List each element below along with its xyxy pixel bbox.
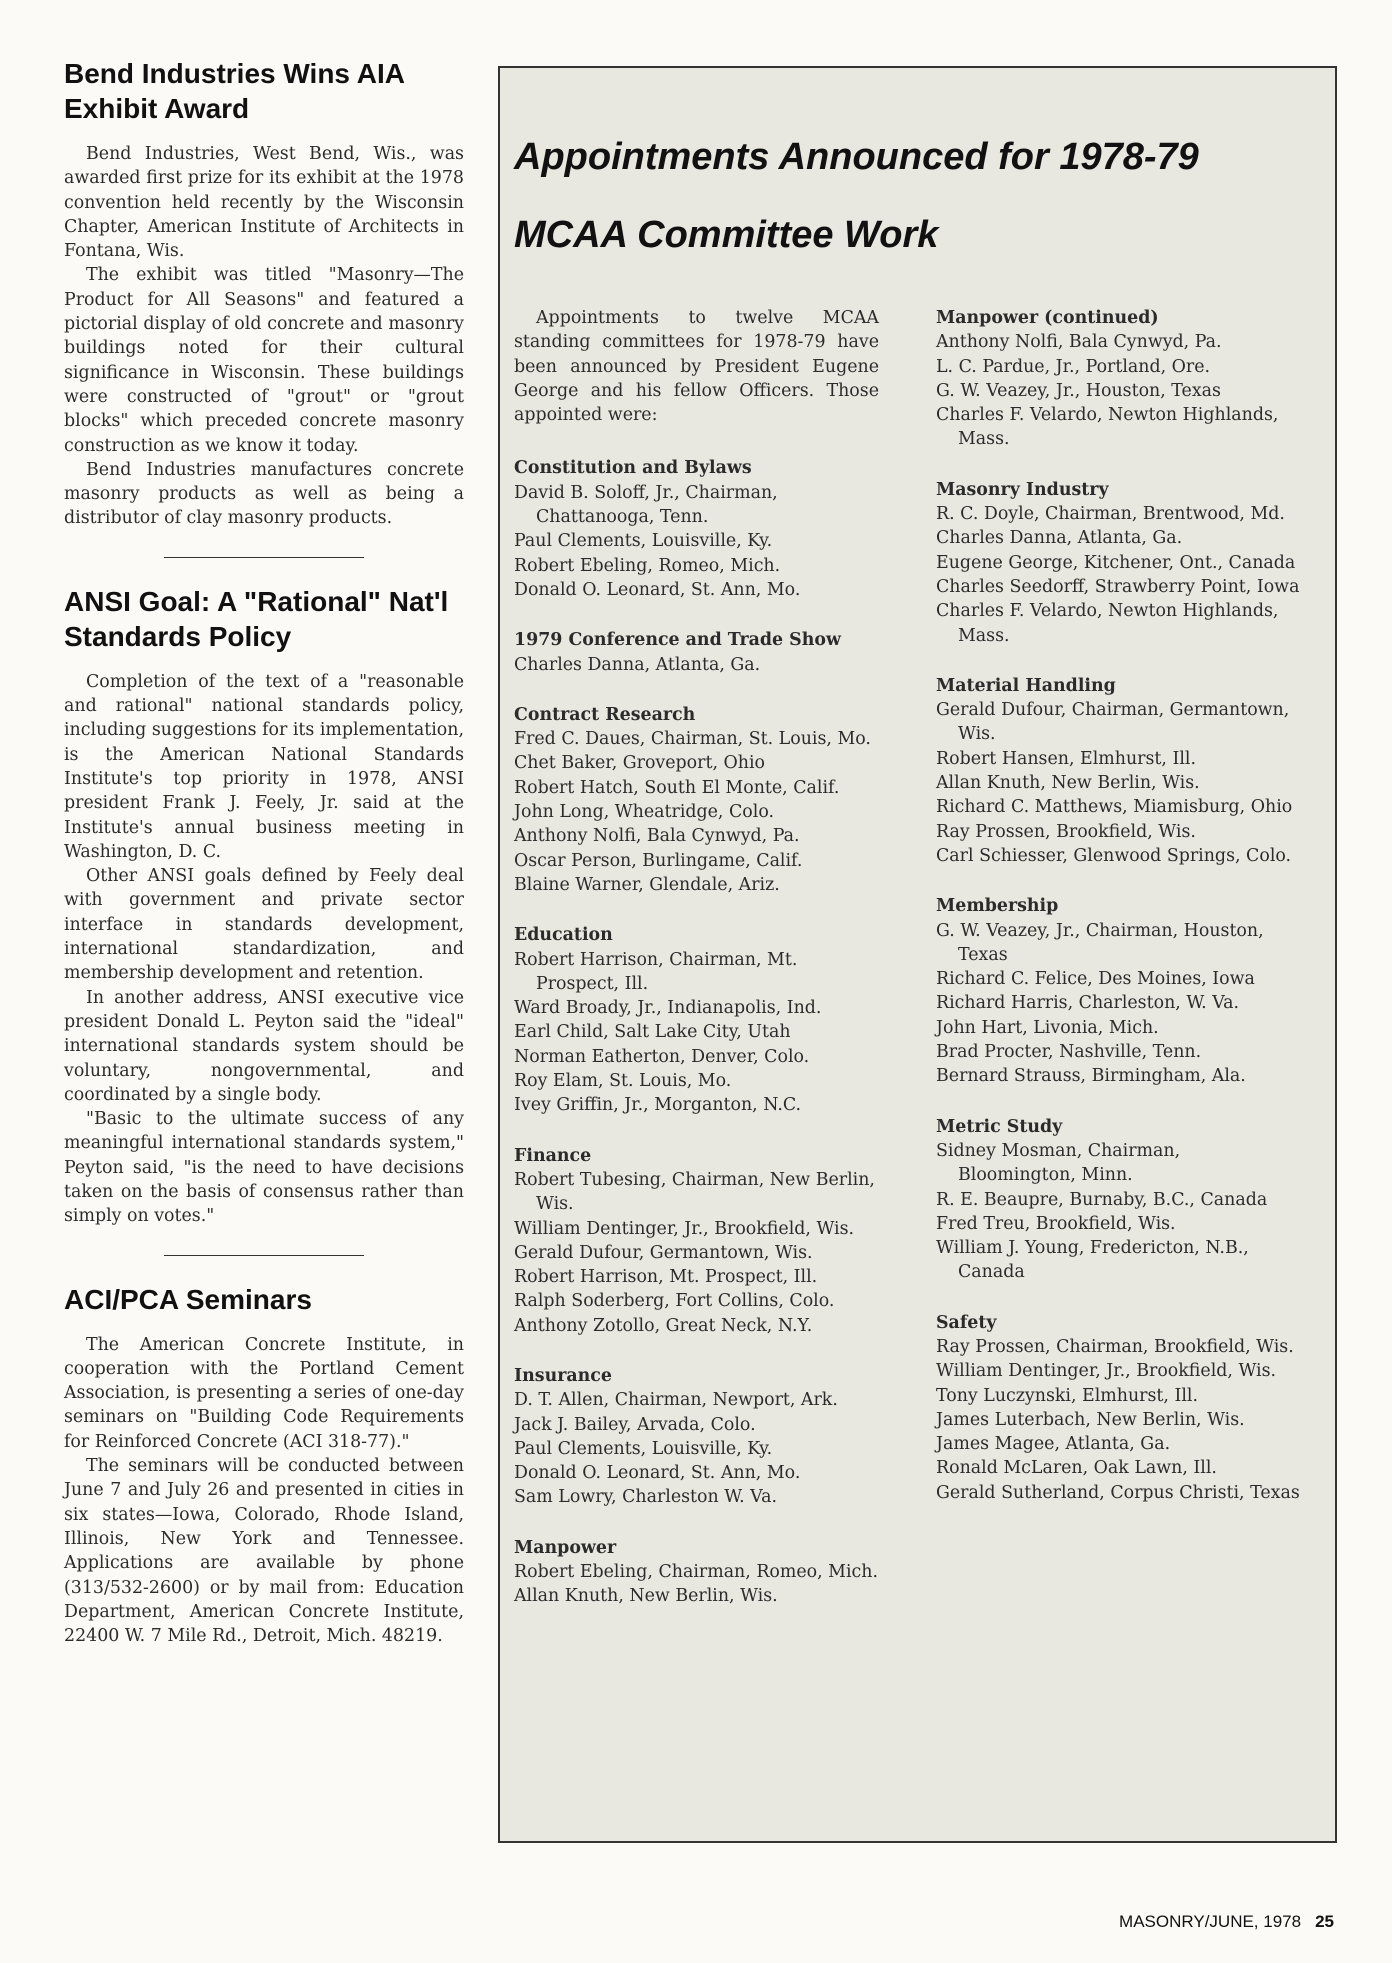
committee-member: G. W. Veazey, Jr., Chairman, Houston, Texas [936, 920, 1264, 965]
committee-section [936, 1311, 1301, 1505]
article-headline: ANSI Goal: A "Rational" Nat'l Standards Policy [64, 585, 449, 652]
committee-member: John Long, Wheatridge, Colo. [514, 802, 775, 823]
committee-member: Richard C. Felice, Des Moines, Iowa [936, 969, 1255, 990]
committee-section [936, 478, 1301, 648]
committee-member: Charles F. Velardo, Newton Highlands, Mass. [936, 601, 1279, 646]
committee-member: Robert Harrison, Chairman, Mt. Prospect, Ill. [514, 949, 798, 994]
committee-member: R. E. Beaupre, Burnaby, B.C., Canada [936, 1189, 1268, 1210]
committee-member: William J. Young, Fredericton, N.B., Canada [936, 1238, 1249, 1283]
article-divider [164, 1255, 364, 1256]
committee-section [514, 456, 879, 602]
committee-member: Paul Clements, Louisville, Ky. [514, 1438, 773, 1459]
committee-member: Roy Elam, St. Louis, Mo. [514, 1071, 732, 1092]
committee-member: Ray Prossen, Brookfield, Wis. [936, 821, 1196, 842]
committee-member: Oscar Person, Burlingame, Calif. [514, 850, 803, 871]
article-divider [164, 557, 364, 558]
committee-member: Blaine Warner, Glendale, Ariz. [514, 874, 780, 895]
committee-member: Fred Treu, Brookfield, Wis. [936, 1213, 1176, 1234]
committee-section [514, 1144, 879, 1338]
box-title-line-1: Appointments Announced for 1978-79 [514, 136, 1199, 178]
committee-name: Constitution and Bylaws [514, 458, 752, 479]
committee-section [514, 628, 879, 677]
committee-member: Robert Hansen, Elmhurst, Ill. [936, 748, 1196, 769]
committee-member: Donald O. Leonard, St. Ann, Mo. [514, 579, 801, 600]
article-paragraph: The American Concrete Institute, in cooperation with the Portland Cement Association, is presenting a series of one-day seminars on "Building Code Requirements for Reinforced Concrete (ACI 318-77)." [64, 1334, 464, 1452]
committee-member: James Luterbach, New Berlin, Wis. [936, 1409, 1245, 1430]
left-column [64, 56, 464, 1674]
committee-member: Charles Danna, Atlanta, Ga. [936, 528, 1183, 549]
committee-member: Robert Tubesing, Chairman, New Berlin, Wis. [514, 1169, 875, 1215]
committee-member: R. C. Doyle, Chairman, Brentwood, Md. [936, 504, 1285, 525]
article [64, 1282, 464, 1649]
committee-member: Sam Lowry, Charleston W. Va. [514, 1487, 777, 1508]
committee-member: G. W. Veazey, Jr., Houston, Texas [936, 380, 1221, 401]
article-paragraph: In another address, ANSI executive vice president Donald L. Peyton said the "ideal" international standards system should be voluntary, nongovernmental, and coordinated by a single body. [64, 987, 464, 1105]
article-paragraph: "Basic to the ultimate success of any meaningful international standards system," Peyton said, "is the need to have decisions taken on the basis of consensus rather than simply on votes." [64, 1109, 464, 1227]
box-title [514, 118, 1324, 274]
appointments-box [498, 66, 1337, 1843]
committee-member: William Dentinger, Jr., Brookfield, Wis. [514, 1218, 855, 1239]
committee-member: Chet Baker, Groveport, Ohio [514, 753, 765, 774]
committee-member: Robert Ebeling, Chairman, Romeo, Mich. [514, 1562, 879, 1583]
committee-member: Carl Schiesser, Glenwood Springs, Colo. [936, 845, 1292, 866]
committee-member: David B. Soloff, Jr., Chairman, Chattanooga, Tenn. [514, 482, 778, 528]
committee-name: Contract Research [514, 704, 696, 725]
committee-name: Safety [936, 1312, 997, 1333]
committee-member: Ray Prossen, Chairman, Brookfield, Wis. [936, 1336, 1294, 1357]
committee-section [936, 894, 1301, 1088]
committee-name: Membership [936, 896, 1059, 917]
committee-member: Robert Ebeling, Romeo, Mich. [514, 555, 781, 576]
committee-name: Education [514, 925, 613, 946]
publication-name: MASONRY/JUNE, 1978 [1119, 1912, 1302, 1931]
committee-section [514, 1536, 879, 1609]
committee-name: 1979 Conference and Trade Show [514, 630, 841, 651]
committee-name: Material Handling [936, 675, 1116, 696]
committee-member: Anthony Nolfi, Bala Cynwyd, Pa. [514, 826, 800, 847]
committee-section [936, 1115, 1301, 1285]
committee-member: Paul Clements, Louisville, Ky. [514, 531, 773, 552]
committee-member: Gerald Sutherland, Corpus Christi, Texas [936, 1482, 1300, 1503]
committee-member: William Dentinger, Jr., Brookfield, Wis. [936, 1361, 1277, 1382]
article-paragraph: The seminars will be conducted between June 7 and July 26 and presented in cities in six states—Iowa, Colorado, Rhode Island, Illinois, New York and Tennessee. Applications are available by phone (313/532-2600) or by mail from: Education Department, American Concrete Institute, 22400 W. 7 Mile Rd., Detroit, Mich. 48219. [64, 1456, 464, 1647]
committee-section [514, 923, 879, 1117]
committee-member: Anthony Nolfi, Bala Cynwyd, Pa. [936, 332, 1222, 353]
article-paragraph: The exhibit was titled "Masonry—The Product for All Seasons" and featured a pictorial display of old concrete and masonry buildings noted for their cultural significance in Wisconsin. These buildings were constructed of "grout" or "grout blocks" which preceded concrete masonry construction as we know it today. [64, 265, 464, 456]
committee-name: Metric Study [936, 1116, 1063, 1137]
committee-name: Manpower (continued) [936, 308, 1159, 328]
committee-name: Insurance [514, 1365, 612, 1386]
committee-member: Anthony Zotollo, Great Neck, N.Y. [514, 1315, 813, 1336]
committee-section [936, 306, 1301, 452]
committee-member: Gerald Dufour, Chairman, Germantown, Wis. [936, 700, 1290, 745]
page-footer [1119, 1912, 1334, 1932]
committee-member: Sidney Mosman, Chairman, Bloomington, Minn. [936, 1140, 1181, 1186]
committee-member: Charles Seedorff, Strawberry Point, Iowa [936, 576, 1300, 597]
committee-member: Brad Procter, Nashville, Tenn. [936, 1042, 1202, 1063]
page-number: 25 [1315, 1912, 1334, 1931]
committee-member: Robert Harrison, Mt. Prospect, Ill. [514, 1267, 818, 1288]
committee-member: Ward Broady, Jr., Indianapolis, Ind. [514, 998, 822, 1019]
committee-member: Allan Knuth, New Berlin, Wis. [936, 773, 1200, 794]
committee-member: Jack J. Bailey, Arvada, Colo. [514, 1414, 756, 1435]
committee-section [936, 674, 1301, 868]
committee-member: Richard Harris, Charleston, W. Va. [936, 993, 1240, 1014]
committee-name: Masonry Industry [936, 479, 1109, 500]
box-intro: Appointments to twelve MCAA standing committees for 1978-79 have been announced by President Eugene George and his fellow Officers. Those appointed were: [514, 308, 879, 426]
committee-member: Robert Hatch, South El Monte, Calif. [514, 777, 840, 798]
committee-member: Bernard Strauss, Birmingham, Ala. [936, 1066, 1246, 1087]
article-headline: Bend Industries Wins AIA Exhibit Award [64, 58, 404, 124]
article-paragraph: Bend Industries manufactures concrete masonry products as well as being a distributor of clay masonry products. [64, 459, 464, 529]
article-paragraph: Bend Industries, West Bend, Wis., was awarded first prize for its exhibit at the 1978 convention held recently by the Wisconsin Chapter, American Institute of Architects in Fontana, Wis. [64, 144, 464, 262]
committee-member: Tony Luczynski, Elmhurst, Ill. [936, 1385, 1198, 1406]
committee-member: John Hart, Livonia, Mich. [936, 1017, 1159, 1038]
article [64, 584, 464, 1229]
article-paragraph: Completion of the text of a "reasonable and rational" national standards policy, including suggestions for its implementation, is the American National Standards Institute's top priority in 1978, ANSI president Frank J. Feely, Jr. said at the Institute's annual business meeting in Washington, D. C. [64, 671, 464, 862]
committee-member: Charles F. Velardo, Newton Highlands, Mass. [936, 405, 1279, 450]
article-headline: ACI/PCA Seminars [64, 1283, 312, 1315]
box-title-line-2: MCAA Committee Work [514, 214, 939, 256]
committee-member: L. C. Pardue, Jr., Portland, Ore. [936, 356, 1211, 377]
committee-member: Gerald Dufour, Germantown, Wis. [514, 1242, 813, 1263]
article [64, 56, 464, 531]
committee-name: Finance [514, 1145, 592, 1166]
committee-member: Eugene George, Kitchener, Ont., Canada [936, 552, 1296, 573]
committee-member: James Magee, Atlanta, Ga. [936, 1434, 1171, 1455]
committee-member: Ralph Soderberg, Fort Collins, Colo. [514, 1291, 835, 1312]
committee-member: Norman Eatherton, Denver, Colo. [514, 1046, 810, 1067]
committee-member: Allan Knuth, New Berlin, Wis. [514, 1586, 778, 1607]
committee-member: D. T. Allen, Chairman, Newport, Ark. [514, 1390, 838, 1411]
committee-column-1 [514, 306, 879, 1635]
article-paragraph: Other ANSI goals defined by Feely deal with government and private sector interface in standards development, international standardization, and membership development and retention. [64, 866, 464, 984]
committee-member: Ronald McLaren, Oak Lawn, Ill. [936, 1458, 1217, 1479]
committee-name: Manpower [514, 1537, 617, 1558]
committee-member: Donald O. Leonard, St. Ann, Mo. [514, 1463, 801, 1484]
committee-section [514, 703, 879, 897]
committee-member: Charles Danna, Atlanta, Ga. [514, 654, 761, 675]
committee-member: Earl Child, Salt Lake City, Utah [514, 1022, 791, 1043]
committee-member: Fred C. Daues, Chairman, St. Louis, Mo. [514, 729, 871, 750]
committee-member: Richard C. Matthews, Miamisburg, Ohio [936, 797, 1293, 818]
committee-section [514, 1364, 879, 1510]
committee-column-2 [936, 306, 1301, 1531]
committee-member: Ivey Griffin, Jr., Morganton, N.C. [514, 1095, 802, 1116]
